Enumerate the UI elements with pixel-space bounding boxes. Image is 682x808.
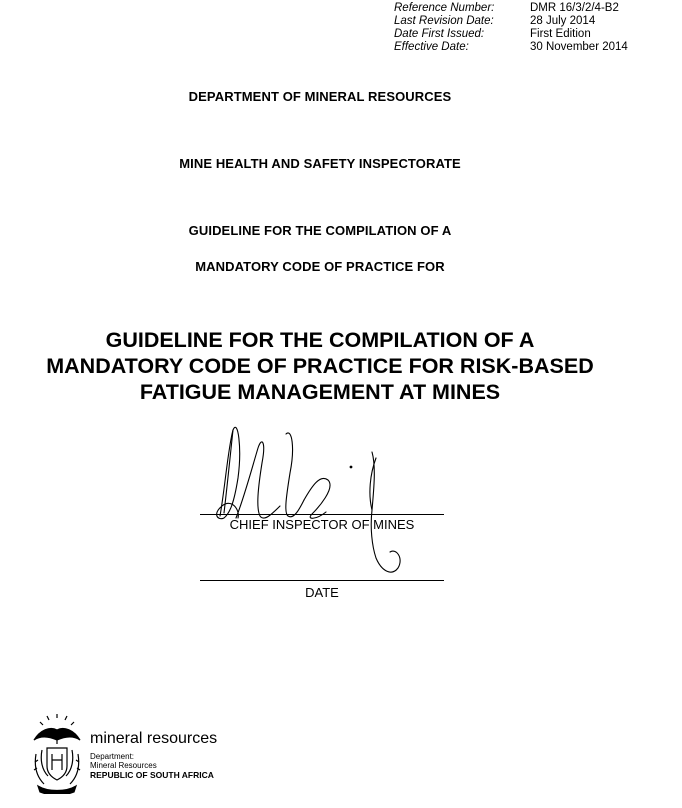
main-title (0, 327, 640, 405)
date-line (200, 580, 444, 581)
meta-value: DMR 16/3/2/4-B2 (530, 2, 619, 14)
guideline-heading-line2: MANDATORY CODE OF PRACTICE FOR (195, 259, 445, 274)
guideline-heading-line1: GUIDELINE FOR THE COMPILATION OF A (188, 223, 452, 238)
logo-department-label: Department: (90, 752, 135, 761)
meta-value: 28 July 2014 (530, 15, 596, 27)
logo-country: REPUBLIC OF SOUTH AFRICA (90, 770, 214, 780)
meta-value: 30 November 2014 (530, 41, 628, 53)
first-issued-row (394, 28, 628, 41)
chief-inspector-label: CHIEF INSPECTOR OF MINES (229, 517, 415, 532)
document-metadata (394, 2, 628, 54)
logo-department-name: Mineral Resources (90, 761, 157, 770)
meta-label: Last Revision Date: (394, 15, 494, 27)
department-heading: DEPARTMENT OF MINERAL RESOURCES (188, 89, 452, 104)
meta-label: Reference Number: (394, 2, 495, 14)
reference-number-row (394, 2, 628, 15)
logo-name: mineral resources (90, 730, 218, 747)
last-revision-row (394, 15, 628, 28)
signature-line (200, 514, 444, 515)
main-title-line1: GUIDELINE FOR THE COMPILATION OF A (105, 328, 535, 352)
meta-value: First Edition (530, 28, 591, 40)
handwritten-signature (200, 418, 420, 588)
inspectorate-heading: MINE HEALTH AND SAFETY INSPECTORATE (179, 156, 461, 171)
signature-dot (350, 466, 353, 469)
meta-label: Date First Issued: (394, 28, 485, 40)
meta-label: Effective Date: (394, 41, 469, 53)
main-title-line3: FATIGUE MANAGEMENT AT MINES (139, 380, 501, 404)
date-label: DATE (305, 585, 339, 600)
main-title-line2: MANDATORY CODE OF PRACTICE FOR RISK-BASED (46, 354, 594, 378)
department-logo (22, 712, 222, 796)
effective-date-row (394, 41, 628, 54)
coat-of-arms-icon (30, 714, 84, 794)
